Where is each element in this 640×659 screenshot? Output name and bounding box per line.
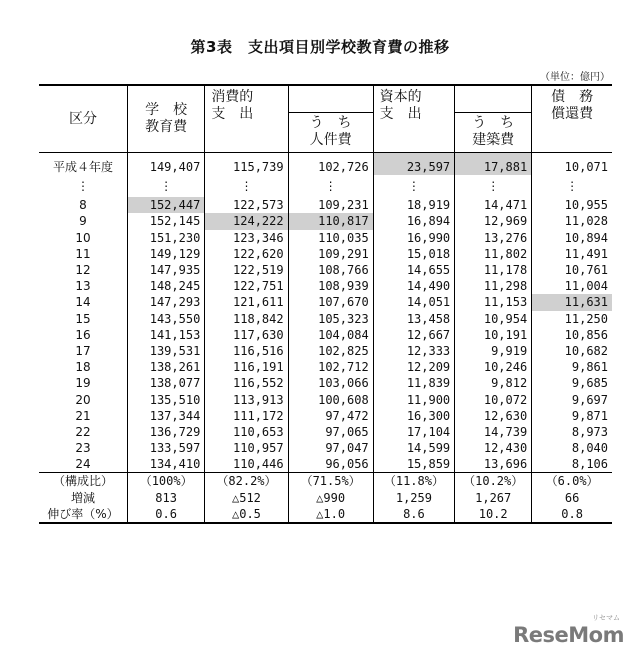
table-cell: ⋮ [288,175,373,197]
header-debt: 債 務 償還費 [532,85,612,153]
table-cell: ⋮ [532,175,612,197]
summary-cell: （100%） [127,473,204,490]
table-cell: 111,172 [205,408,288,424]
table-row [39,197,612,213]
table-cell: 13,696 [455,456,532,473]
row-label: 16 [75,327,91,342]
summary-cell: （82.2%） [205,473,288,490]
table-cell: 116,552 [205,375,288,391]
summary-label: （構成比） [52,474,113,489]
table-row [39,424,612,440]
table-cell: 122,519 [205,262,288,278]
table-cell: 11,250 [532,311,612,327]
table-cell: 10,071 [532,153,612,176]
table-cell: 124,222 [205,213,288,229]
table-cell: 11,298 [455,278,532,294]
table-cell: 147,293 [127,294,204,310]
table-cell: 23,597 [373,153,455,176]
table-row [39,213,612,229]
table-cell: 11,802 [455,246,532,262]
summary-cell: 0.6 [127,506,204,523]
table-cell: 123,346 [205,230,288,246]
summary-cell: 10.2 [455,506,532,523]
table-cell: 9,871 [532,408,612,424]
table-row [39,456,612,473]
summary-label: 増減 [70,490,95,505]
table-cell: 12,667 [373,327,455,343]
table-cell: 11,178 [455,262,532,278]
table-cell: 102,712 [288,359,373,375]
table-cell: 10,761 [532,262,612,278]
table-cell: 149,129 [127,246,204,262]
table-cell: 117,630 [205,327,288,343]
table-cell: 97,065 [288,424,373,440]
summary-cell: （11.8%） [373,473,455,490]
table-cell: 14,739 [455,424,532,440]
table-cell: 9,685 [532,375,612,391]
table-cell: 10,954 [455,311,532,327]
table-cell: ⋮ [127,175,204,197]
table-cell: 10,682 [532,343,612,359]
row-label: 24 [39,456,127,473]
table-cell: 14,490 [373,278,455,294]
table-row [39,262,612,278]
header-capital: 資本的 支 出 [373,85,455,153]
table-cell: 10,856 [532,327,612,343]
table-cell: 105,323 [288,311,373,327]
table-cell: 12,969 [455,213,532,229]
table-cell: 96,056 [288,456,373,473]
table-cell: 139,531 [127,343,204,359]
education-expense-table [39,84,612,524]
table-cell: 134,410 [127,456,204,473]
table-row [39,391,612,407]
table-cell: 13,276 [455,230,532,246]
summary-cell: 1,259 [373,490,455,506]
table-cell: 97,047 [288,440,373,456]
table-cell: 110,817 [288,213,373,229]
table-cell: 100,608 [288,391,373,407]
row-label: 17 [75,343,91,358]
row-label: 13 [75,279,91,294]
table-cell: 116,191 [205,359,288,375]
table-title: 第3表 支出項目別学校教育費の推移 [190,38,450,56]
table-cell: 137,344 [127,408,204,424]
table-cell: 110,653 [205,424,288,440]
table-cell: 14,655 [373,262,455,278]
table-cell: 151,230 [127,230,204,246]
table-cell: 12,333 [373,343,455,359]
table-cell: 149,407 [127,153,204,176]
unit-note: （単位：億円） [540,72,610,83]
table-cell: 122,573 [205,197,288,213]
table-row [39,327,612,343]
table-cell: 148,245 [127,278,204,294]
table-cell: 12,209 [373,359,455,375]
table-cell: 115,739 [205,153,288,176]
table-cell: 15,018 [373,246,455,262]
table-cell: 10,072 [455,391,532,407]
table-cell: 10,191 [455,327,532,343]
table-cell: 104,084 [288,327,373,343]
table-cell: 8,040 [532,440,612,456]
row-label: ⋮ [76,179,89,194]
row-label: 14 [75,295,91,310]
table-cell: 136,729 [127,424,204,440]
table-cell: 12,430 [455,440,532,456]
header-capital-blank [455,85,532,112]
row-label: 22 [75,424,91,439]
table-row [39,153,612,176]
header-consumption: 消費的 支 出 [205,85,288,153]
row-label: 20 [75,392,91,407]
table-cell: 97,472 [288,408,373,424]
summary-cell: 813 [127,490,204,506]
table-cell: 116,516 [205,343,288,359]
table-cell: 18,919 [373,197,455,213]
summary-row [39,490,612,506]
summary-cell: 1,267 [455,490,532,506]
table-row [39,246,612,262]
row-label: 8 [79,198,87,213]
row-label: 23 [75,441,91,456]
table-cell: 11,004 [532,278,612,294]
table-cell: 17,881 [455,153,532,176]
table-cell: 147,935 [127,262,204,278]
table-cell: 9,919 [455,343,532,359]
table-cell: 102,726 [288,153,373,176]
row-label: 15 [75,311,91,326]
table-cell: 13,458 [373,311,455,327]
table-cell: 17,104 [373,424,455,440]
table-cell: 11,028 [532,213,612,229]
table-cell: 102,825 [288,343,373,359]
table-cell: 121,611 [205,294,288,310]
table-cell: 122,620 [205,246,288,262]
table-row [39,408,612,424]
summary-row [39,506,612,523]
table-cell: 103,066 [288,375,373,391]
header-consumption-blank [288,85,373,112]
table-row [39,294,612,310]
table-cell: 14,599 [373,440,455,456]
table-cell: 110,446 [205,456,288,473]
table-cell: 16,990 [373,230,455,246]
summary-cell: △990 [288,490,373,506]
table-cell: 9,697 [532,391,612,407]
table-cell: 8,106 [532,456,612,473]
summary-label: 伸び率（%） [39,506,127,523]
table-cell: 11,631 [532,294,612,310]
table-cell: 16,894 [373,213,455,229]
summary-cell: 8.6 [373,506,455,523]
row-label: 19 [75,376,91,391]
header-kubun: 区分 [39,85,127,153]
resemom-logo: ReseMom [513,623,624,647]
table-cell: 108,766 [288,262,373,278]
table-row [39,359,612,375]
table-cell: 110,957 [205,440,288,456]
table-cell: 10,894 [532,230,612,246]
header-personnel: う ち 人件費 [288,112,373,152]
row-label: 平成４年度 [52,160,113,175]
table-row [39,278,612,294]
header-school-expense: 学 校 教育費 [127,85,204,153]
table-cell: 11,900 [373,391,455,407]
logo-kana: リセマム [592,614,620,622]
table-cell: 15,859 [373,456,455,473]
table-cell: 107,670 [288,294,373,310]
table-cell: 109,231 [288,197,373,213]
table-cell: 9,861 [532,359,612,375]
table-cell: ⋮ [455,175,532,197]
table-cell: ⋮ [373,175,455,197]
table-cell: 14,471 [455,197,532,213]
table-row [39,343,612,359]
table-cell: 8,973 [532,424,612,440]
table-cell: 138,077 [127,375,204,391]
table-cell: 108,939 [288,278,373,294]
table-cell: 113,913 [205,391,288,407]
table-cell: 133,597 [127,440,204,456]
summary-cell: 66 [532,490,612,506]
table-cell: 109,291 [288,246,373,262]
table-cell: 122,751 [205,278,288,294]
table-cell: 138,261 [127,359,204,375]
table-cell: 141,153 [127,327,204,343]
table-cell: ⋮ [205,175,288,197]
table-cell: 152,145 [127,213,204,229]
table-cell: 118,842 [205,311,288,327]
table-cell: 9,812 [455,375,532,391]
summary-cell: △512 [205,490,288,506]
table-cell: 14,051 [373,294,455,310]
table-cell: 135,510 [127,391,204,407]
table-cell: 143,550 [127,311,204,327]
table-cell: 10,246 [455,359,532,375]
row-label: 18 [75,360,91,375]
summary-cell: 0.8 [532,506,612,523]
row-label: 21 [75,408,91,423]
table-cell: 10,955 [532,197,612,213]
table-cell: 11,153 [455,294,532,310]
row-label: 12 [75,263,91,278]
summary-cell: （71.5%） [288,473,373,490]
table-cell: 110,035 [288,230,373,246]
table-row [39,440,612,456]
table-row [39,175,612,197]
table-cell: 152,447 [127,197,204,213]
table-row [39,230,612,246]
summary-cell: △0.5 [205,506,288,523]
header-construction: う ち 建築費 [455,112,532,152]
summary-cell: （10.2%） [455,473,532,490]
table-cell: 12,630 [455,408,532,424]
row-label: 11 [75,246,91,261]
table-cell: 11,839 [373,375,455,391]
row-label: 10 [75,230,91,245]
summary-row [39,473,612,490]
table-cell: 16,300 [373,408,455,424]
table-cell: 11,491 [532,246,612,262]
table-row [39,311,612,327]
row-label: 9 [79,214,87,229]
summary-cell: △1.0 [288,506,373,523]
summary-cell: （6.0%） [532,473,612,490]
table-row [39,375,612,391]
